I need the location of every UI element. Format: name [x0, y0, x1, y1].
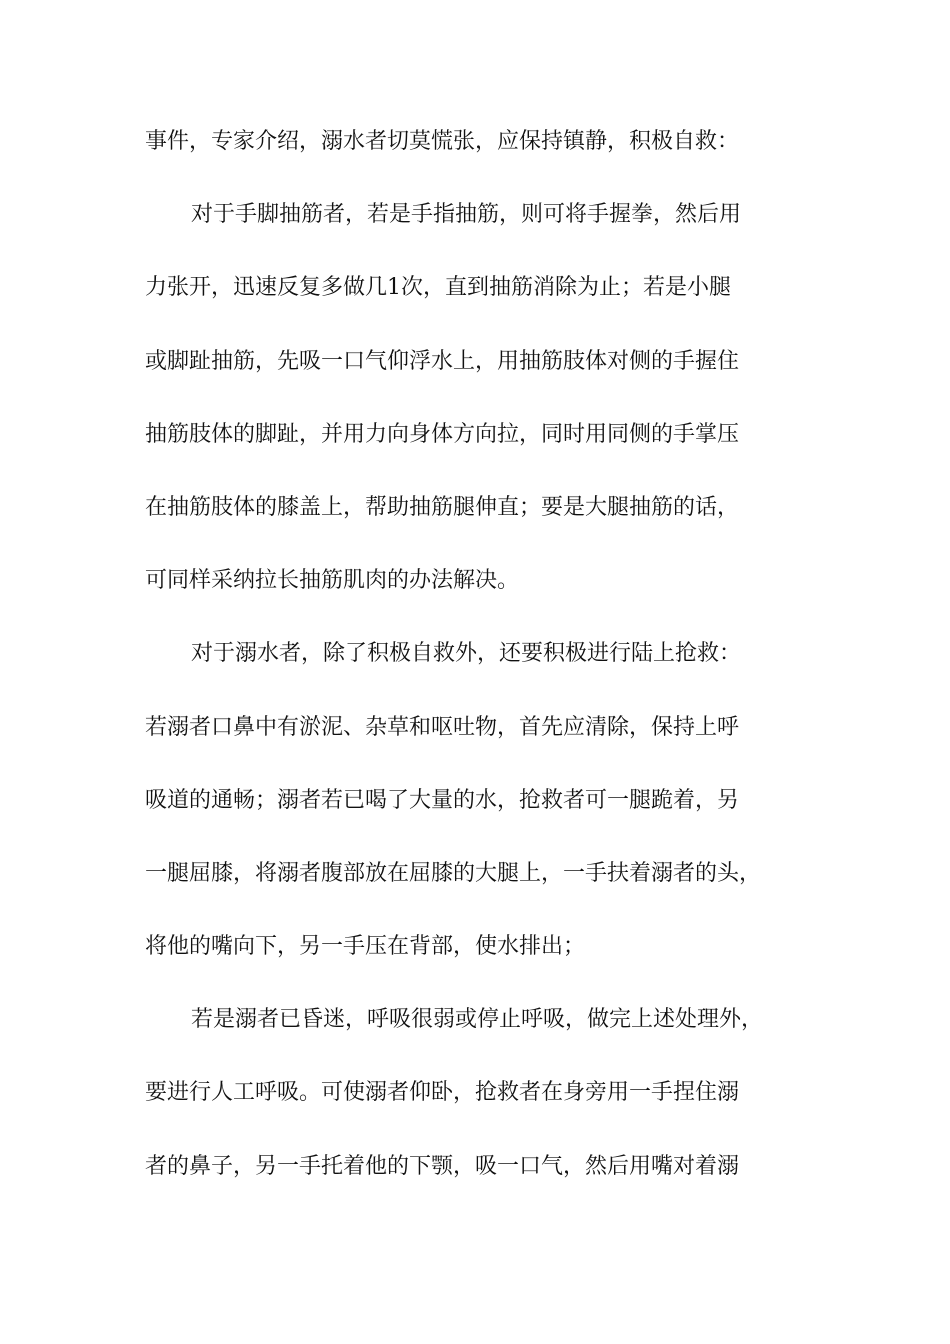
body-text: [145, 130, 845, 1228]
text-line: 在抽筋肢体的膝盖上，帮助抽筋腿伸直；要是大腿抽筋的话，: [145, 494, 740, 520]
text-line: 或脚趾抽筋，先吸一口气仰浮水上，用抽筋肢体对侧的手握住: [145, 348, 740, 374]
text-line: 可同样采纳拉长抽筋肌肉的办法解决。: [145, 568, 520, 594]
text-line: 者的鼻子，另一手托着他的下颚，吸一口气，然后用嘴对着溺: [145, 1153, 740, 1179]
text-line: 事件，专家介绍，溺水者切莫慌张，应保持镇静，积极自救：: [145, 129, 740, 154]
text-line: 要进行人工呼吸。可使溺者仰卧，抢救者在身旁用一手捏住溺: [145, 1080, 740, 1106]
text-line: 对于手脚抽筋者，若是手指抽筋，则可将手握拳，然后用: [191, 202, 742, 228]
text-line: 将他的嘴向下，另一手压在背部，使水排出；: [145, 934, 586, 960]
text-line: 若是溺者已昏迷，呼吸很弱或停止呼吸，做完上述处理外，: [191, 1007, 764, 1033]
text-line: 若溺者口鼻中有淤泥、杂草和呕吐物，首先应清除，保持上呼: [145, 714, 740, 740]
text-line: 对于溺水者，除了积极自救外，还要积极进行陆上抢救：: [191, 641, 742, 667]
text-line: 一腿屈膝，将溺者腹部放在屈膝的大腿上，一手扶着溺者的头，: [145, 860, 762, 886]
text-line: 吸道的通畅；溺者若已喝了大量的水，抢救者可一腿跪着，另: [145, 787, 740, 813]
text-line: 力张开，迅速反复多做几1次，直到抽筋消除为止；若是小腿: [145, 275, 731, 301]
text-line: 抽筋肢体的脚趾，并用力向身体方向拉，同时用同侧的手掌压: [145, 421, 740, 447]
